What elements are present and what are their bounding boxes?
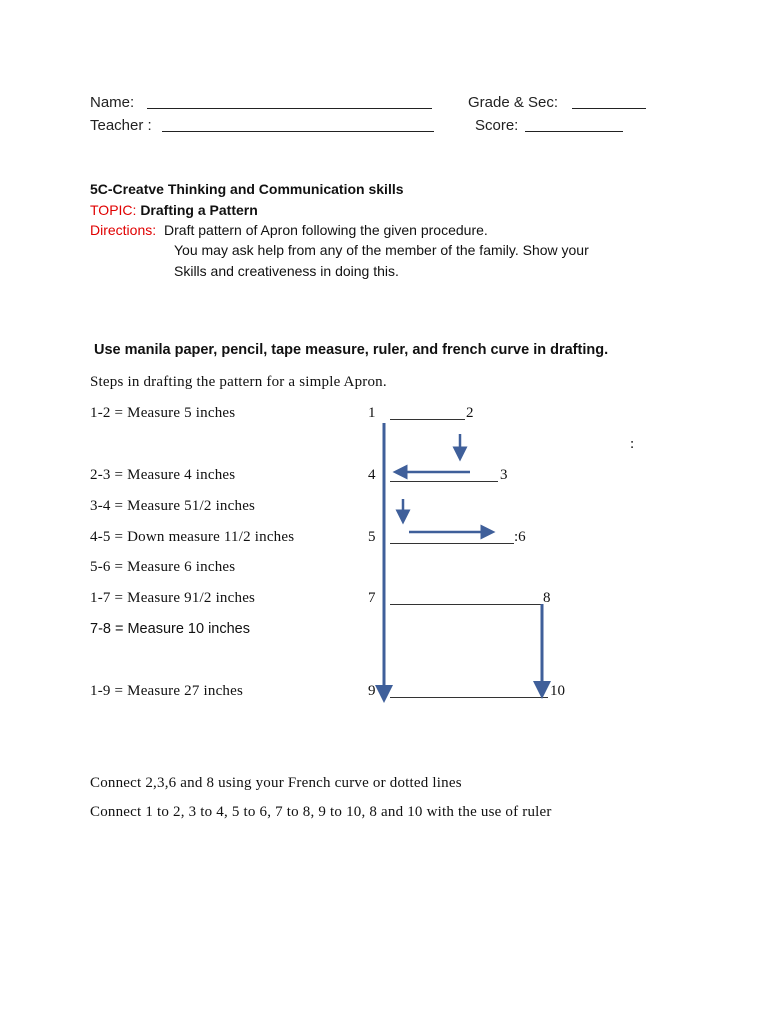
point-5-label: 5 (368, 529, 376, 545)
step-item: 4-5 = Down measure 11/2 inches (90, 529, 295, 545)
point-4-label: 4 (368, 467, 376, 483)
point-7-label: 7 (368, 590, 376, 606)
step-item: 1-2 = Measure 5 inches (90, 405, 236, 421)
steps-heading: Steps in drafting the pattern for a simple Apron. (90, 374, 387, 390)
step-item: 7-8 = Measure 10 inches (90, 621, 250, 637)
step-item: 1-9 = Measure 27 inches (90, 683, 244, 699)
directions-text-3: Skills and creativeness in doing this. (174, 263, 399, 279)
point-10-label: 10 (550, 683, 565, 699)
competency-heading: 5C-Creatve Thinking and Communication skills (90, 181, 404, 197)
step-item: 3-4 = Measure 51/2 inches (90, 498, 256, 514)
directions-label: Directions: (90, 222, 157, 238)
grade-section-label: Grade & Sec: (468, 94, 559, 111)
directions-text-2: You may ask help from any of the member of the family. Show your (174, 242, 589, 258)
point-2-label: 2 (466, 405, 474, 421)
point-9-label: 9 (368, 683, 376, 699)
stray-colon: : (630, 436, 635, 452)
point-6-label: :6 (514, 529, 526, 545)
connect-instruction: Connect 1 to 2, 3 to 4, 5 to 6, 7 to 8, 9 to 10, 8 and 10 with the use of ruler (90, 804, 552, 820)
teacher-label: Teacher : (90, 117, 152, 134)
materials-note: Use manila paper, pencil, tape measure, ruler, and french curve in drafting. (94, 342, 609, 358)
name-label: Name: (90, 94, 135, 111)
point-1-label: 1 (368, 405, 376, 421)
point-3-label: 3 (500, 467, 508, 483)
topic-value: Drafting a Pattern (140, 202, 258, 218)
connect-instruction: Connect 2,3,6 and 8 using your French curve or dotted lines (90, 775, 462, 791)
step-item: 2-3 = Measure 4 inches (90, 467, 236, 483)
point-8-label: 8 (543, 590, 551, 606)
step-item: 1-7 = Measure 91/2 inches (90, 590, 256, 606)
step-item: 5-6 = Measure 6 inches (90, 559, 236, 575)
score-label: Score: (475, 117, 519, 134)
directions-text-1: Draft pattern of Apron following the given procedure. (164, 222, 488, 238)
topic-label: TOPIC: (90, 202, 137, 218)
